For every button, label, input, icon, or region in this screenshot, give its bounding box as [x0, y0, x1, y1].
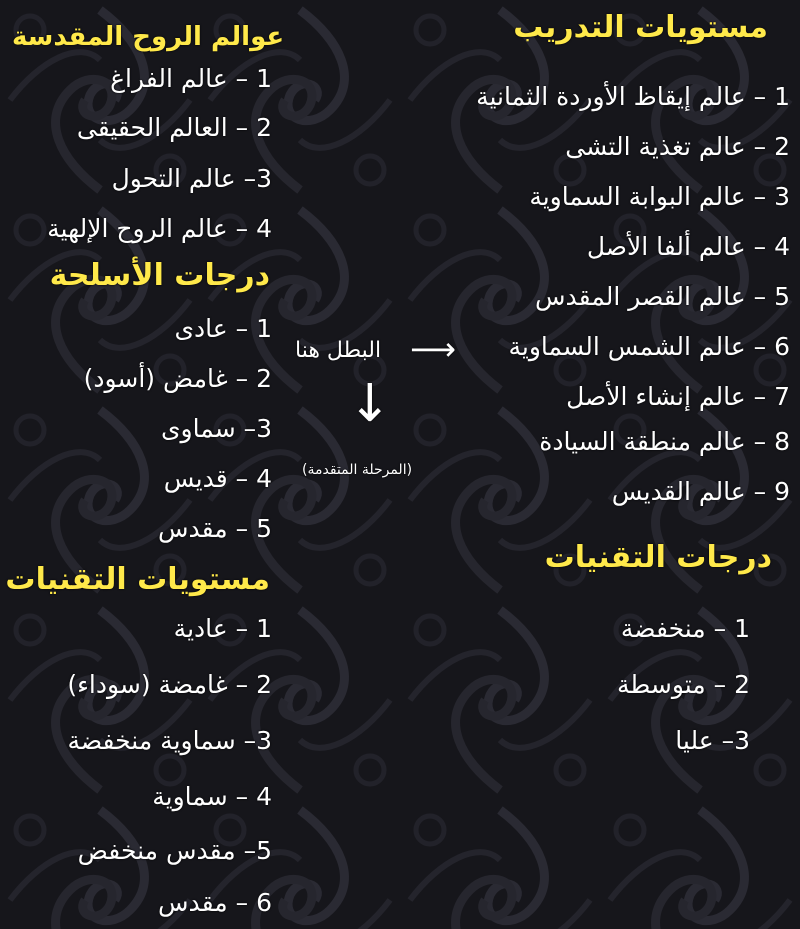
- list-item: 3 – عالم البوابة السماوية: [529, 182, 790, 211]
- list-item: 2 – غامض (أسود): [83, 364, 272, 393]
- holy-spirit-realms-title: عوالم الروح المقدسة: [12, 22, 285, 52]
- list-item: 2 – غامضة (سوداء): [67, 670, 272, 699]
- list-item: 1 – منخفضة: [620, 614, 750, 643]
- list-item: 4 – قديس: [163, 464, 272, 493]
- technique-levels-title: مستويات التقنيات: [5, 562, 270, 597]
- list-item: 7 – عالم إنشاء الأصل: [566, 382, 790, 411]
- list-item: 1 – عالم الفراغ: [110, 64, 272, 93]
- list-item: 2 – متوسطة: [616, 670, 750, 699]
- hero-stage: (المرحلة المتقدمة): [302, 462, 413, 478]
- weapon-grades-title: درجات الأسلحة: [49, 258, 270, 293]
- list-item: 3– عالم التحول: [111, 164, 272, 193]
- list-item: 1 – عالم إيقاظ الأوردة الثمانية: [476, 82, 790, 111]
- list-item: 5 – مقدس: [158, 514, 272, 543]
- list-item: 3– سماوى: [160, 414, 272, 443]
- list-item: 2 – عالم تغذية التشى: [565, 132, 790, 161]
- technique-grades-title: درجات التقنيات: [544, 540, 772, 575]
- arrow-down-icon: ↓: [348, 374, 392, 434]
- hero-label: البطل هنا: [295, 338, 382, 363]
- list-item: 4 – سماوية: [152, 782, 272, 811]
- list-item: 3– سماوية منخفضة: [67, 726, 272, 755]
- list-item: 2 – العالم الحقيقى: [76, 113, 272, 142]
- list-item: 5 – عالم القصر المقدس: [535, 282, 790, 311]
- list-item: 8 – عالم منطقة السيادة: [539, 427, 790, 456]
- list-item: 9 – عالم القديس: [611, 477, 790, 506]
- list-item: 6 – مقدس: [158, 888, 272, 917]
- list-item: 3– عليا: [675, 726, 750, 755]
- list-item: 4 – عالم الروح الإلهية: [47, 214, 272, 243]
- list-item: 4 – عالم ألفا الأصل: [586, 232, 790, 261]
- list-item: 1 – عادية: [173, 614, 272, 643]
- list-item: 6 – عالم الشمس السماوية: [508, 332, 790, 361]
- list-item: 5– مقدس منخفض: [77, 836, 272, 865]
- arrow-right-icon: ⟶: [410, 330, 456, 368]
- list-item: 1 – عادى: [174, 314, 272, 343]
- training-levels-title: مستويات التدريب: [513, 10, 768, 45]
